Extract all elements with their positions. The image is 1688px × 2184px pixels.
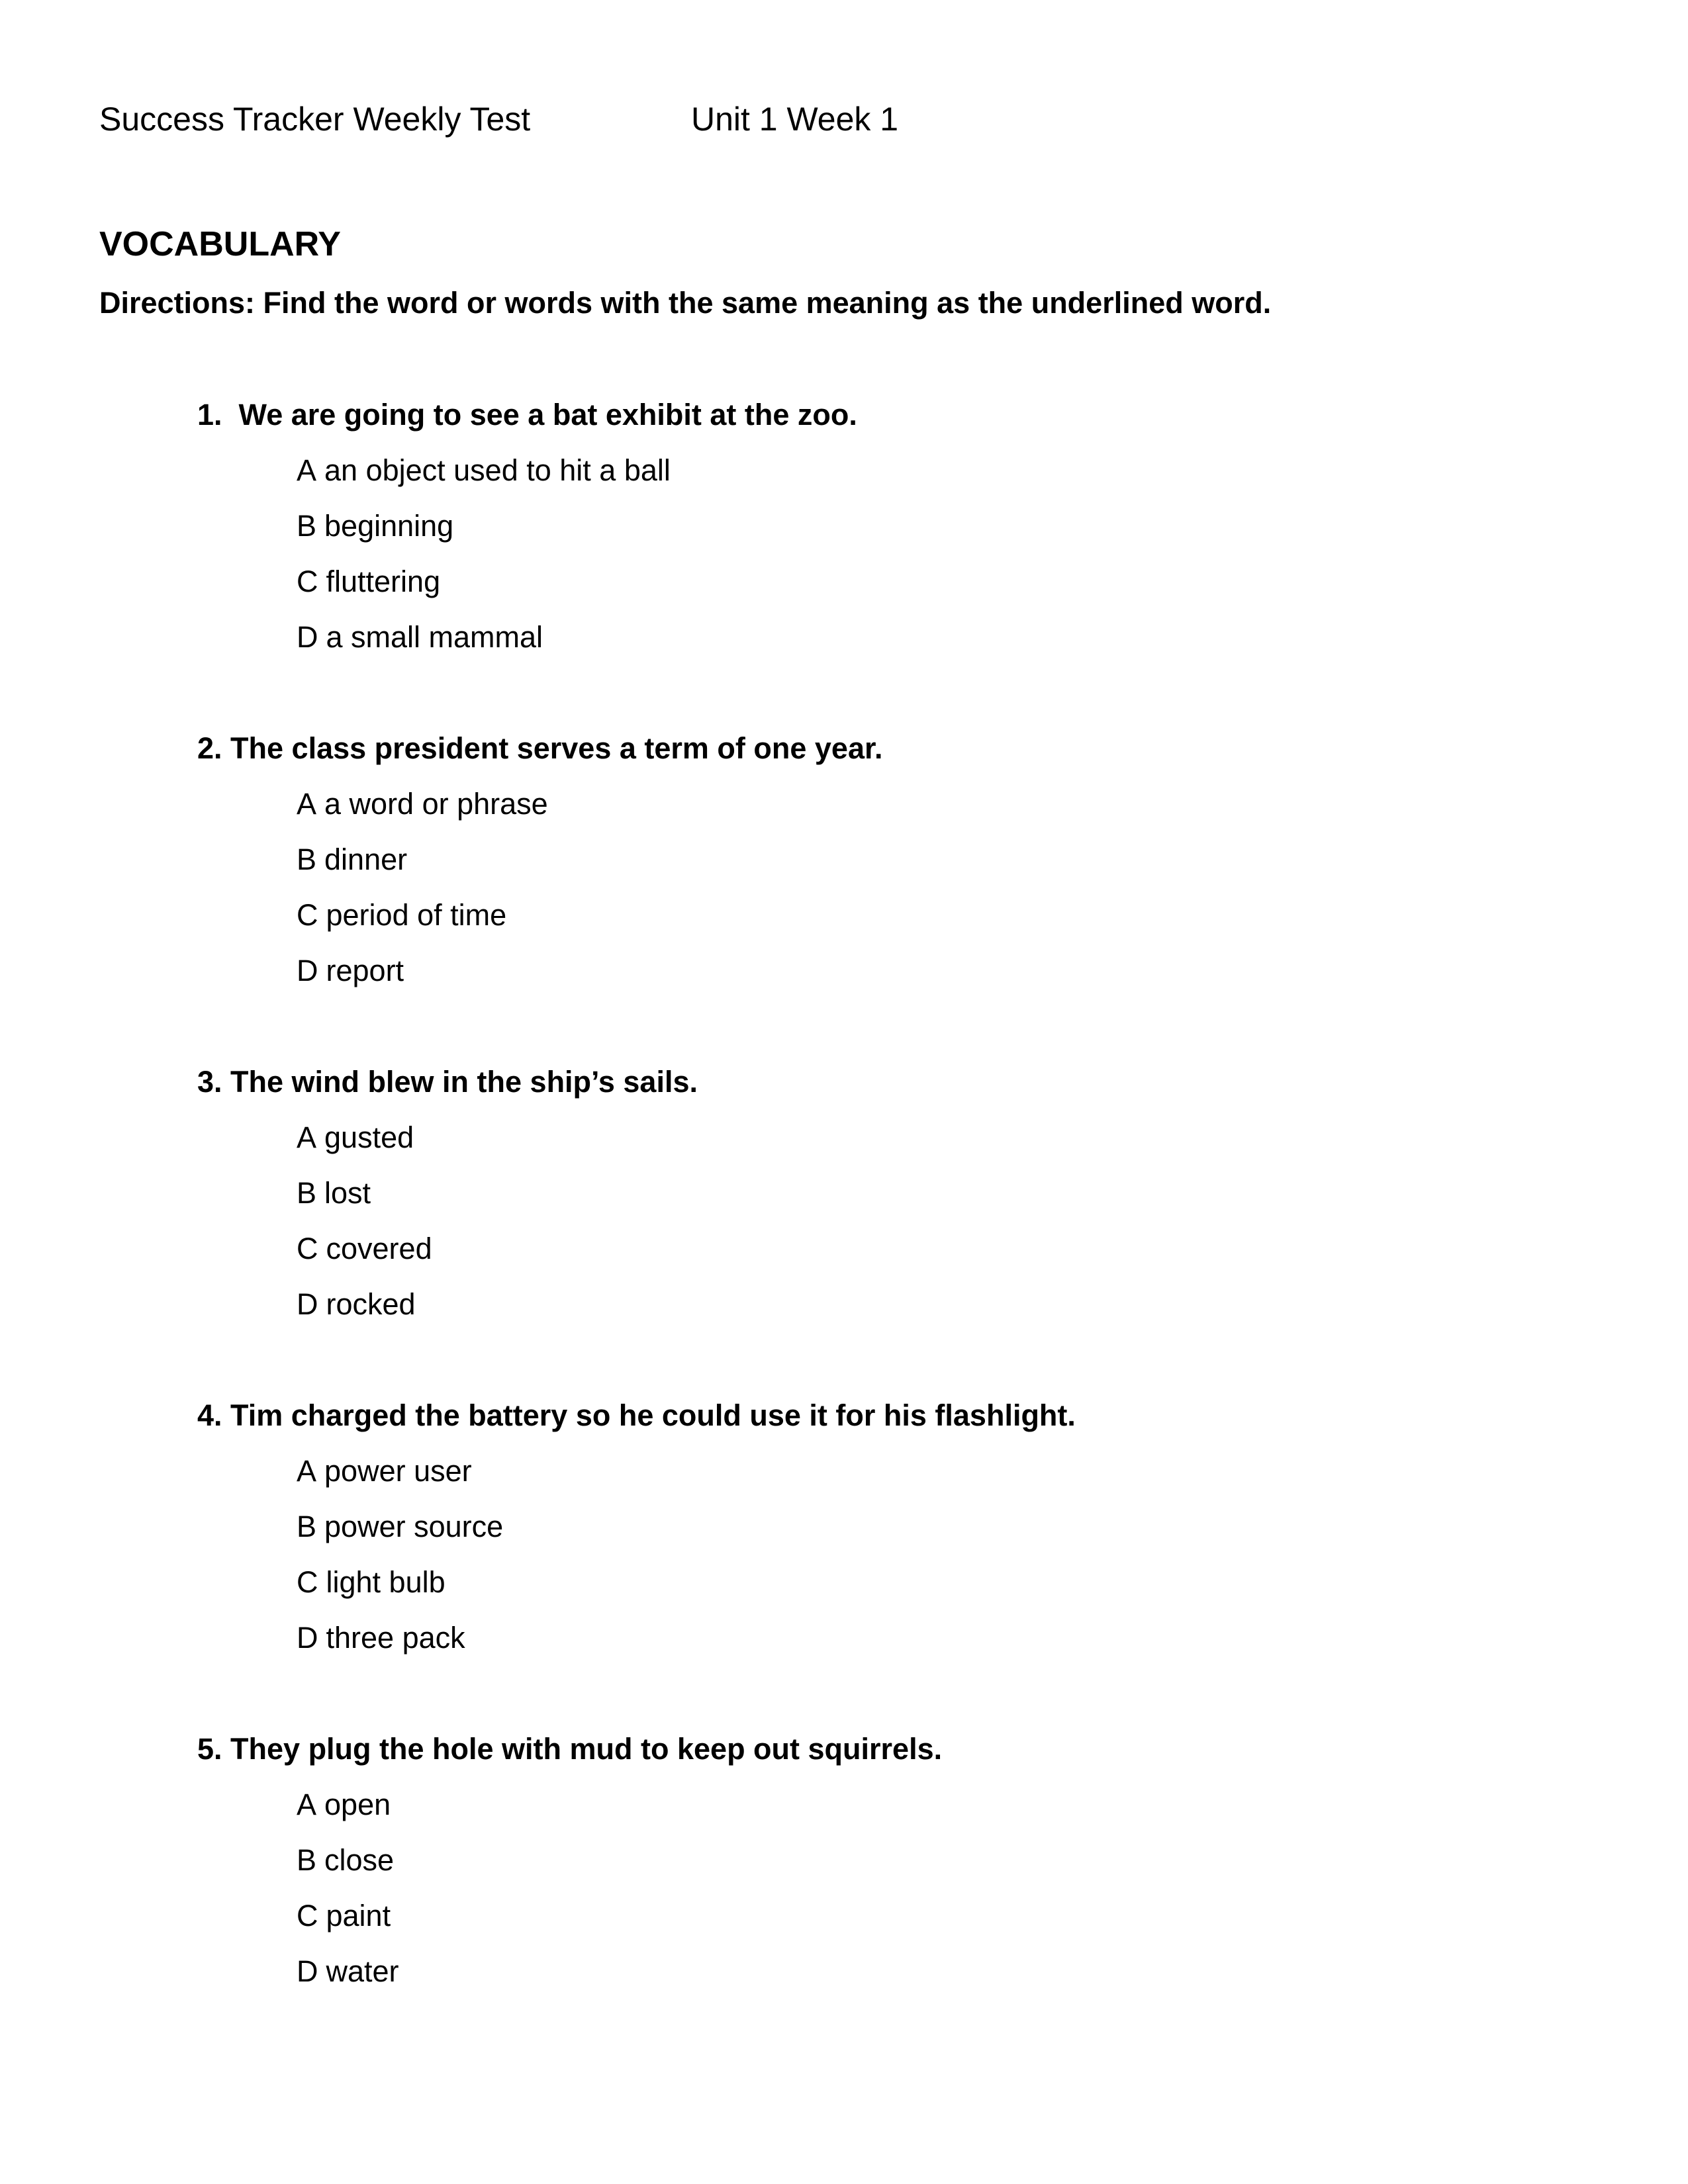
answer-option-b[interactable] — [297, 840, 1587, 895]
answer-options — [197, 784, 1587, 1007]
answer-option-d[interactable] — [297, 951, 1587, 1007]
directions-text: Directions: Find the word or words with the same meaning as the underlined word. — [99, 286, 1272, 320]
option-letter: D — [297, 1287, 318, 1321]
question-2 — [197, 729, 1587, 1007]
option-letter: D — [297, 1954, 318, 1988]
question-5 — [197, 1729, 1587, 2007]
option-text: period of time — [326, 898, 507, 932]
option-letter: A — [297, 787, 317, 821]
option-text: three pack — [326, 1621, 465, 1655]
question-prompt: 5. They plug the hole with mud to keep out squirrels. — [197, 1732, 943, 1766]
answer-option-c[interactable] — [297, 1229, 1587, 1285]
option-letter: A — [297, 1454, 317, 1488]
unit-week-label: Unit 1 Week 1 — [691, 101, 899, 138]
option-letter: C — [297, 565, 318, 598]
option-text: fluttering — [326, 565, 441, 598]
option-letter: B — [297, 842, 317, 876]
option-text: close — [324, 1843, 395, 1877]
option-text: a small mammal — [326, 620, 543, 654]
question-3 — [197, 1062, 1587, 1340]
option-text: report — [326, 954, 404, 987]
option-letter: B — [297, 1843, 317, 1877]
option-text: beginning — [324, 509, 454, 543]
question-1 — [197, 395, 1587, 673]
question-prompt: 1. We are going to see a bat exhibit at the zoo. — [197, 398, 857, 432]
option-letter: A — [297, 453, 317, 487]
option-text: dinner — [324, 842, 408, 876]
option-letter: B — [297, 509, 317, 543]
answer-option-d[interactable] — [297, 1952, 1587, 2007]
answer-option-a[interactable] — [297, 451, 1587, 506]
option-text: water — [326, 1954, 399, 1988]
option-letter: B — [297, 1176, 317, 1210]
answer-option-b[interactable] — [297, 506, 1587, 562]
answer-option-b[interactable] — [297, 1173, 1587, 1229]
answer-option-d[interactable] — [297, 1285, 1587, 1340]
answer-option-c[interactable] — [297, 1563, 1587, 1618]
option-letter: C — [297, 1565, 318, 1599]
option-letter: C — [297, 898, 318, 932]
option-letter: A — [297, 1788, 317, 1821]
option-text: a word or phrase — [324, 787, 548, 821]
question-4 — [197, 1396, 1587, 1674]
option-letter: D — [297, 620, 318, 654]
option-text: light bulb — [326, 1565, 445, 1599]
option-text: open — [324, 1788, 391, 1821]
question-prompt: 3. The wind blew in the ship’s sails. — [197, 1065, 698, 1099]
answer-options — [197, 1785, 1587, 2007]
option-text: covered — [326, 1232, 432, 1265]
answer-option-c[interactable] — [297, 895, 1587, 951]
option-letter: A — [297, 1120, 317, 1154]
answer-option-a[interactable] — [297, 1118, 1587, 1173]
answer-options — [197, 1451, 1587, 1674]
question-prompt: 2. The class president serves a term of one year. — [197, 731, 883, 765]
question-prompt: 4. Tim charged the battery so he could use it for his flashlight. — [197, 1398, 1076, 1432]
answer-option-a[interactable] — [297, 1451, 1587, 1507]
option-letter: B — [297, 1510, 317, 1543]
option-text: an object used to hit a ball — [324, 453, 671, 487]
answer-option-a[interactable] — [297, 784, 1587, 840]
option-text: lost — [324, 1176, 371, 1210]
answer-options — [197, 451, 1587, 673]
answer-option-c[interactable] — [297, 1896, 1587, 1952]
answer-options — [197, 1118, 1587, 1340]
option-text: power user — [324, 1454, 472, 1488]
answer-option-d[interactable] — [297, 1618, 1587, 1674]
section-title: VOCABULARY — [99, 225, 341, 263]
test-title: Success Tracker Weekly Test — [99, 101, 531, 138]
answer-option-d[interactable] — [297, 617, 1587, 673]
option-text: power source — [324, 1510, 504, 1543]
answer-option-b[interactable] — [297, 1841, 1587, 1896]
option-letter: D — [297, 954, 318, 987]
answer-option-a[interactable] — [297, 1785, 1587, 1841]
answer-option-c[interactable] — [297, 562, 1587, 617]
option-text: gusted — [324, 1120, 414, 1154]
option-letter: C — [297, 1899, 318, 1933]
option-text: paint — [326, 1899, 391, 1933]
option-letter: C — [297, 1232, 318, 1265]
option-text: rocked — [326, 1287, 416, 1321]
option-letter: D — [297, 1621, 318, 1655]
answer-option-b[interactable] — [297, 1507, 1587, 1563]
